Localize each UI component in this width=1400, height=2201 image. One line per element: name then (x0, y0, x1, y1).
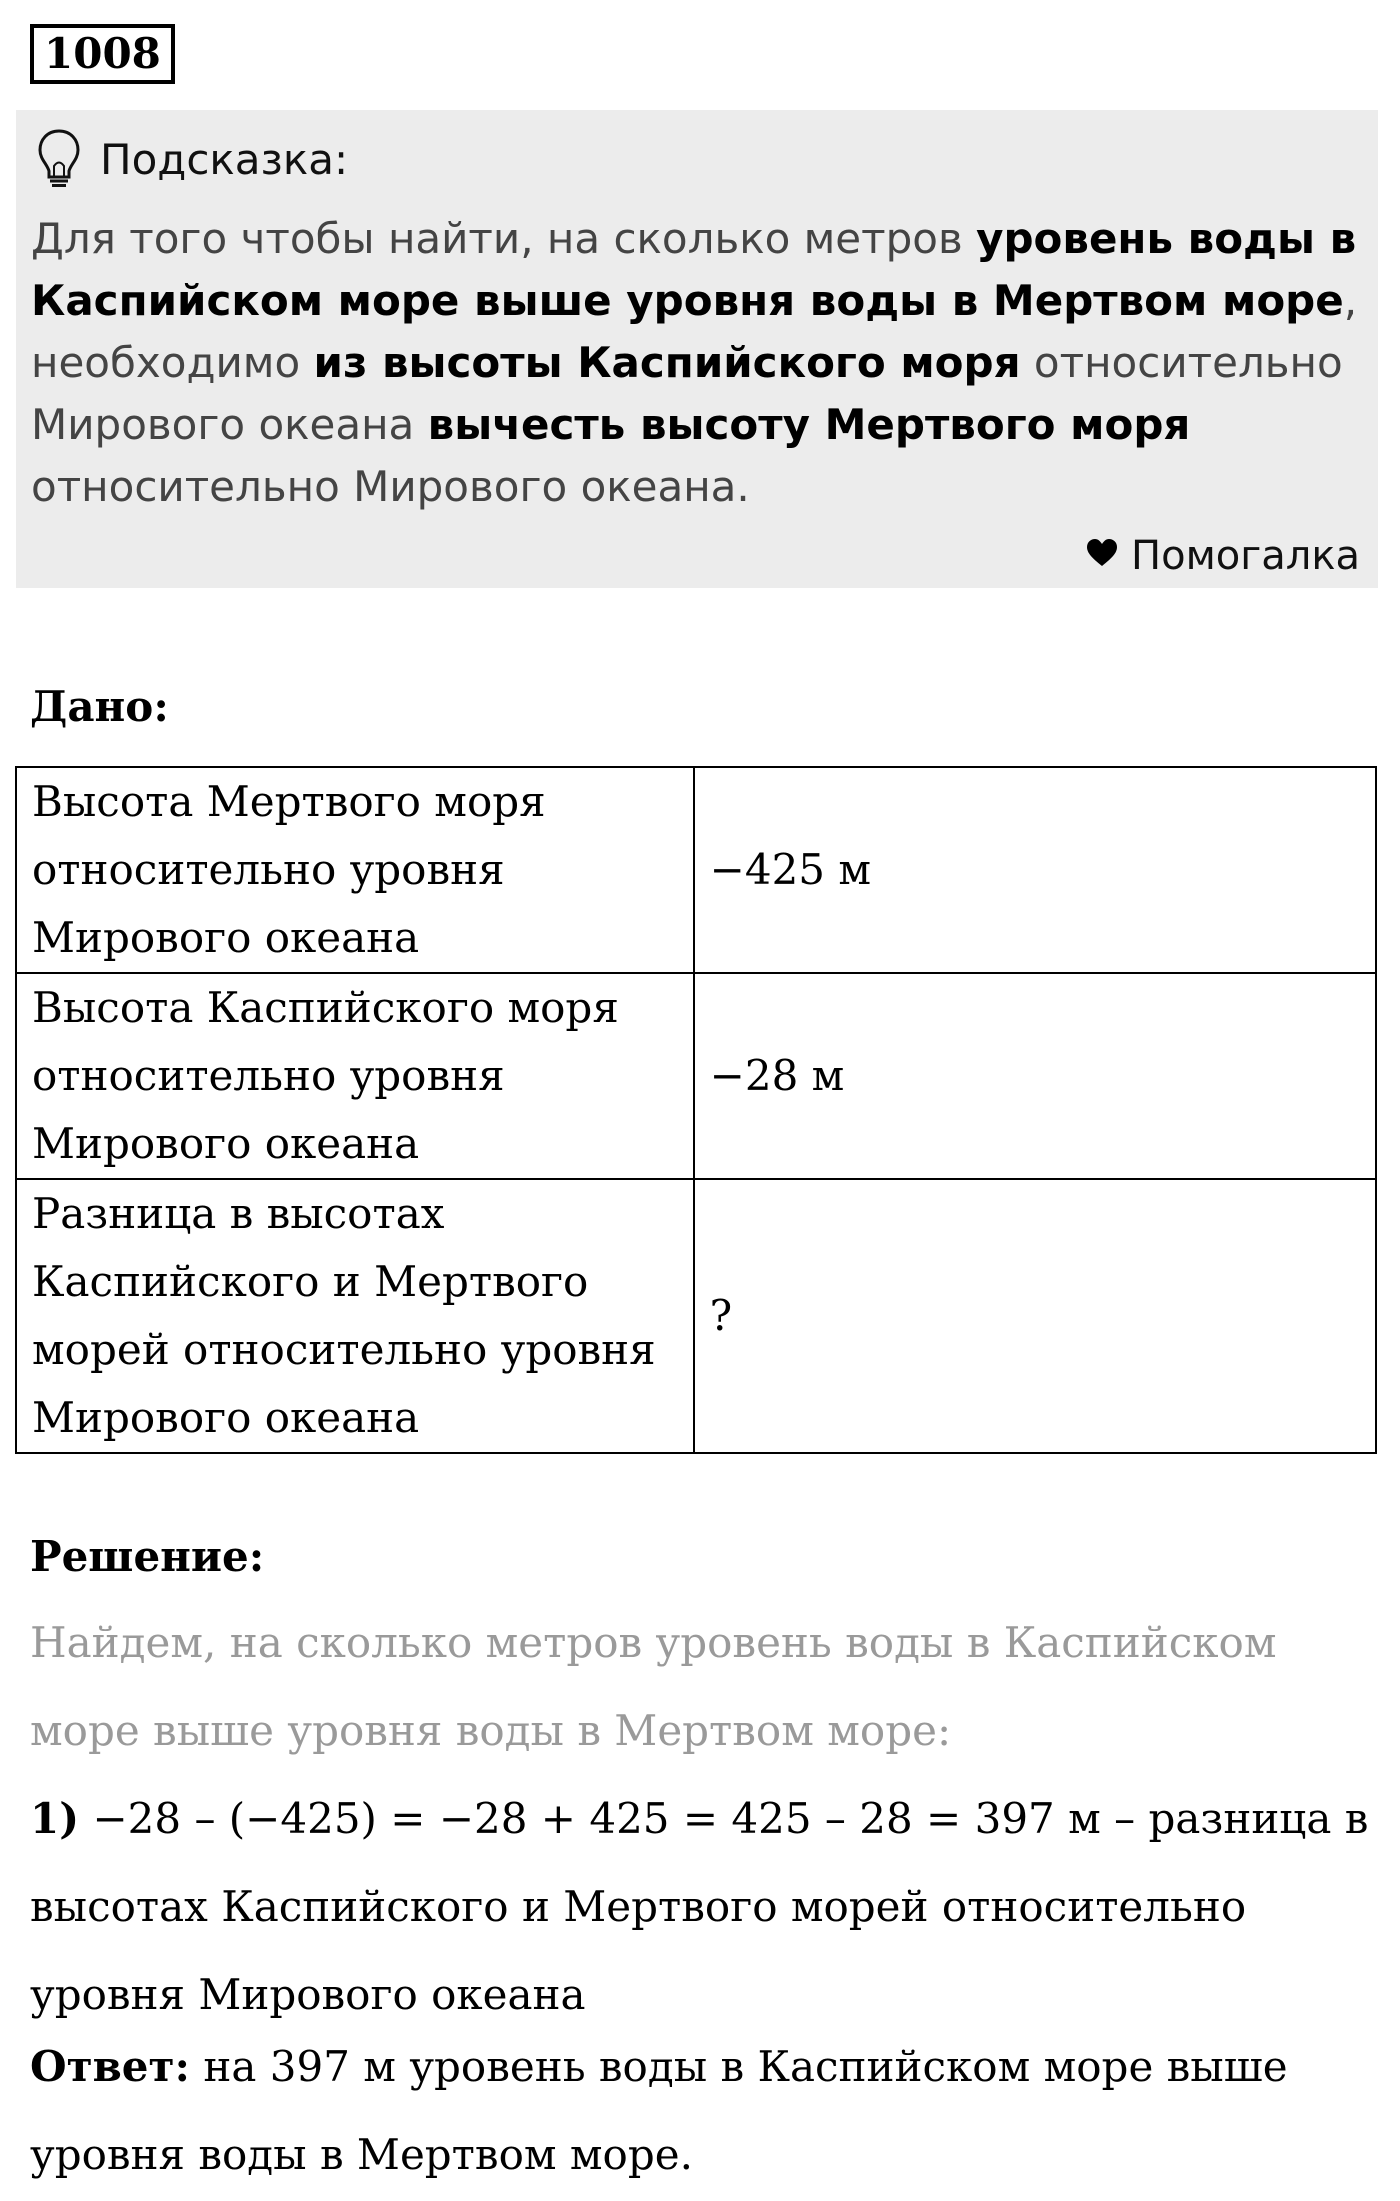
lightbulb-icon (36, 128, 82, 190)
hint-segment-bold: вычесть высоту Мертвого моря (427, 400, 1191, 449)
hint-segment: относительно Мирового океана (31, 338, 1343, 449)
table-row (16, 767, 1376, 973)
hint-segment-bold: уровень воды в Каспийском море выше уровня воды в Мертвом море (31, 214, 1357, 325)
solution-step (30, 1794, 1370, 1844)
value-cell: ? (694, 1179, 1376, 1453)
solution-label: Решение: (30, 1532, 265, 1581)
value-cell: −425 м (694, 767, 1376, 973)
hint-segment-bold: из высоты Каспийского моря (313, 338, 1021, 387)
hint-segment: Для того чтобы найти, на сколько метров (31, 214, 977, 263)
answer-text: на 397 м уровень воды в Каспийском море выше (190, 2042, 1288, 2091)
given-table (15, 766, 1377, 1454)
quantity-cell: Высота Мертвого моря относительно уровня Мирового океана (16, 767, 694, 973)
table-row (16, 973, 1376, 1179)
quantity-cell: Разница в высотах Каспийского и Мертвого морей относительно уровня Мирового океана (16, 1179, 694, 1453)
problem-number: 1008 (30, 24, 175, 84)
hint-header (36, 124, 348, 194)
step-expression: −28 – (−425) = −28 + 425 = 425 – 28 = 397 м – разница в (79, 1794, 1369, 1843)
hint-box (16, 110, 1378, 588)
solution-step-line: уровня Мирового океана (30, 1970, 586, 2019)
heart-icon (1087, 539, 1117, 567)
answer (30, 2042, 1370, 2092)
solution-intro-line: Найдем, на сколько метров уровень воды в Каспийском (30, 1618, 1277, 1667)
quantity-cell: Высота Каспийского моря относительно уровня Мирового океана (16, 973, 694, 1179)
value-cell: −28 м (694, 973, 1376, 1179)
answer-line: уровня воды в Мертвом море. (30, 2130, 693, 2179)
solution-intro-line: море выше уровня воды в Мертвом море: (30, 1706, 952, 1755)
solution-step-line: высотах Каспийского и Мертвого морей относительно (30, 1882, 1247, 1931)
hint-title: Подсказка: (100, 134, 349, 184)
step-number: 1) (30, 1794, 80, 1843)
hint-text (31, 208, 1361, 518)
table-row (16, 1179, 1376, 1453)
hint-segment: относительно Мирового океана. (31, 462, 750, 511)
brand-name: Помогалка (1131, 533, 1360, 579)
answer-label: Ответ: (30, 2042, 191, 2091)
brand (1087, 526, 1360, 586)
hint-segment: , необходимо (31, 276, 1358, 387)
given-label: Дано: (30, 682, 169, 731)
